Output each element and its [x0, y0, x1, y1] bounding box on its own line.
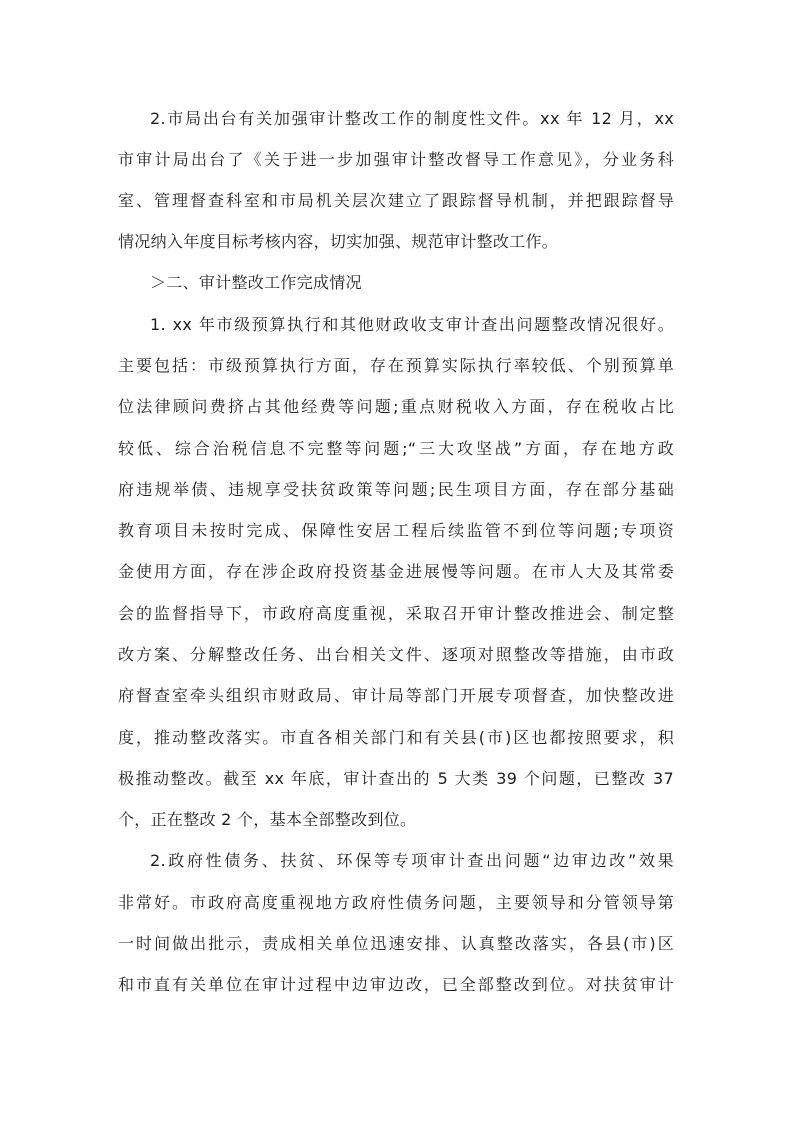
paragraph-line: 室、管理督查科室和市局机关层次建立了跟踪督导机制，并把跟踪督导: [118, 191, 674, 210]
paragraph-line: 情况纳入年度目标考核内容，切实加强、规范审计整改工作。: [118, 232, 559, 251]
paragraph-line: 金使用方面，存在涉企政府投资基金进展慢等问题。在市人大及其常委: [118, 562, 674, 581]
paragraph-line: 非常好。市政府高度重视地方政府性债务问题，主要领导和分管领导第: [118, 893, 674, 912]
paragraph-line: 位法律顾问费挤占其他经费等问题;重点财税收入方面，存在税收占比: [118, 397, 674, 416]
paragraph-line: 2.市局出台有关加强审计整改工作的制度性文件。xx 年 12 月，xx: [150, 109, 674, 128]
paragraph-line: 和市直有关单位在审计过程中边审边改，已全部整改到位。对扶贫审计: [118, 975, 674, 994]
paragraph-line: 市审计局出台了《关于进一步加强审计整改督导工作意见》，分业务科: [118, 150, 674, 169]
paragraph-line: 府违规举债、违规享受扶贫政策等问题;民生项目方面，存在部分基础: [118, 480, 674, 499]
paragraph-line: 极推动整改。截至 xx 年底，审计查出的 5 大类 39 个问题，已整改 37: [118, 769, 674, 788]
paragraph-line: 2.政府性债务、扶贫、环保等专项审计查出问题“边审边改”效果: [150, 851, 674, 870]
paragraph-line: 教育项目未按时完成、保障性安居工程后续监管不到位等问题;专项资: [118, 521, 674, 540]
paragraph-line: 较低、综合治税信息不完整等问题;“三大攻坚战”方面，存在地方政: [118, 439, 674, 458]
section-heading: ＞二、审计整改工作完成情况: [150, 273, 362, 292]
paragraph-line: 度，推动整改落实。市直各相关部门和有关县(市)区也都按照要求，积: [118, 728, 674, 747]
paragraph-line: 府督查室牵头组织市财政局、审计局等部门开展专项督查，加快整改进: [118, 686, 674, 705]
paragraph-line: 1. xx 年市级预算执行和其他财政收支审计查出问题整改情况很好。: [150, 315, 674, 334]
paragraph-line: 会的监督指导下，市政府高度重视，采取召开审计整改推进会、制定整: [118, 604, 674, 623]
paragraph-line: 主要包括：市级预算执行方面，存在预算实际执行率较低、个别预算单: [118, 356, 674, 375]
paragraph-line: 改方案、分解整改任务、出台相关文件、逐项对照整改等措施，由市政: [118, 645, 674, 664]
paragraph-line: 个，正在整改 2 个，基本全部整改到位。: [118, 810, 417, 829]
paragraph-line: 一时间做出批示，责成相关单位迅速安排、认真整改落实，各县(市)区: [118, 934, 674, 953]
